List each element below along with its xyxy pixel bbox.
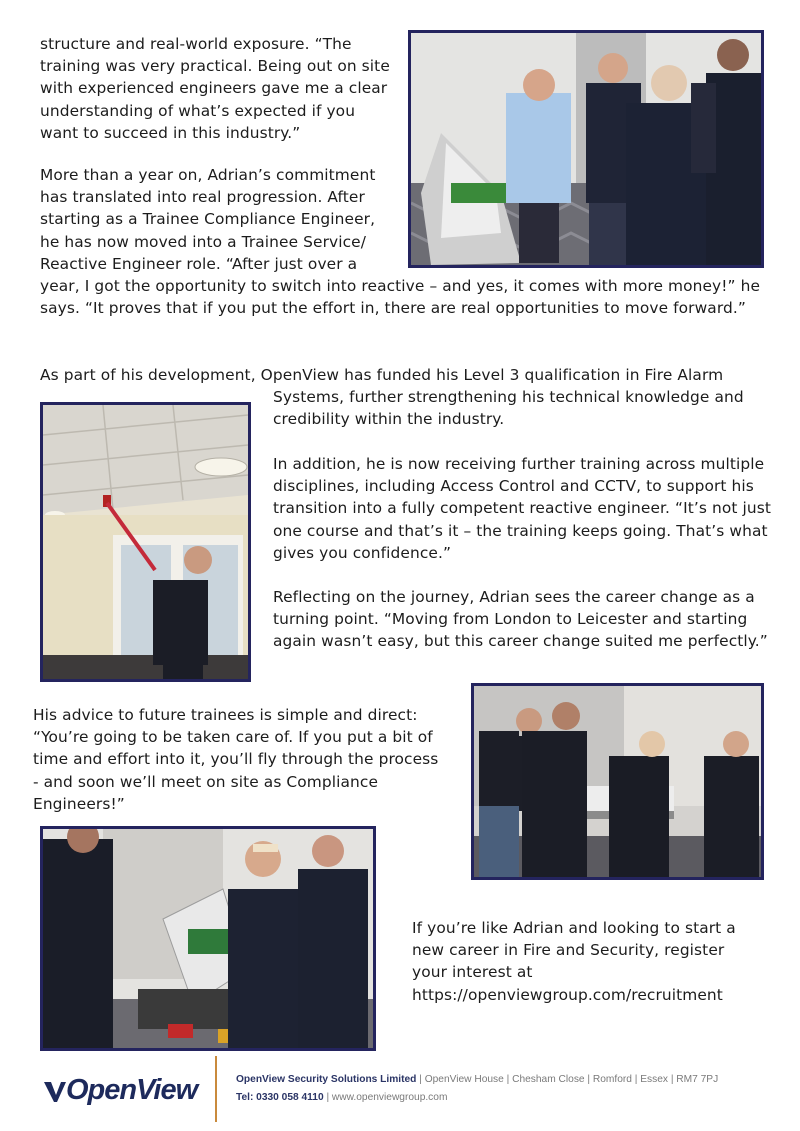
paragraph-text: In addition, he is now receiving further training across multiple disciplines, including Access Control and CCTV, to support his transition into a fully competent reactive engineer. “It’s not just one course and that’s it – the training keeps going. That’s what gives you confidence.”	[273, 455, 771, 562]
paragraph-text: More than a year on, Adrian’s commitment has translated into real progression. After starting as a Trainee Compliance Engineer, he has now moved into a Trainee Service/ Reactive Engineer role. “After just over a	[40, 166, 376, 273]
photo-group-at-panel-image	[474, 686, 761, 877]
company-website[interactable]: | www.openviewgroup.com	[323, 1092, 448, 1103]
paragraph-development-a	[40, 364, 780, 386]
footer-divider	[215, 1056, 217, 1122]
company-telephone: Tel: 0330 058 4110	[236, 1092, 324, 1103]
company-address: | OpenView House | Chesham Close | Romford | Essex | RM7 7PJ	[416, 1074, 719, 1085]
paragraph-text: If you’re like Adrian and looking to start a new career in Fire and Security, register your interest at https://openviewgroup.com/recruitment	[412, 919, 736, 1004]
openview-logo-text: OpenView	[66, 1074, 198, 1106]
paragraph-text: Reflecting on the journey, Adrian sees the career change as a turning point. “Moving from London to Leicester and starting again wasn’t easy, but this career change suited me perfectly.”	[273, 588, 768, 651]
photo-detector-testing-image	[43, 405, 248, 679]
paragraph-text: As part of his development, OpenView has funded his Level 3 qualification in Fire Alarm	[40, 366, 724, 384]
openview-v-icon	[44, 1080, 66, 1104]
paragraph-reflection	[273, 586, 783, 653]
company-name: OpenView Security Solutions Limited	[236, 1074, 417, 1085]
openview-logo	[44, 1076, 204, 1110]
paragraph-recruitment-cta	[412, 917, 757, 1006]
paragraph-text: structure and real-world exposure. “The training was very practical. Being out on site with experienced engineers gave me a clear understanding of what’s expected if you want to succeed in this industry.”	[40, 35, 390, 142]
paragraph-development-b	[273, 386, 773, 430]
paragraph-further-training	[273, 453, 778, 564]
photo-trainees-wiring-image	[43, 829, 373, 1048]
footer-contact-line	[236, 1092, 447, 1103]
paragraph-progression-b	[40, 275, 760, 319]
photo-trainer-with-group-image	[411, 33, 761, 265]
photo-detector-testing	[40, 402, 251, 682]
paragraph-text: Systems, further strengthening his technical knowledge and credibility within the industry.	[273, 388, 744, 429]
paragraph-progression-a	[40, 164, 392, 275]
photo-group-at-panel	[471, 683, 764, 880]
photo-trainees-wiring	[40, 826, 376, 1051]
footer	[0, 1050, 800, 1131]
paragraph-text: His advice to future trainees is simple and direct: “You’re going to be taken care of. If you put a bit of time and effort into it, you’ll fly through the process - and soon we’ll meet on site as Compliance Engineers!”	[33, 706, 439, 813]
photo-trainer-with-group	[408, 30, 764, 268]
paragraph-advice	[33, 704, 448, 815]
paragraph-training-quote	[40, 33, 390, 144]
paragraph-text: year, I got the opportunity to switch into reactive – and yes, it comes with more money!” he says. “It proves that if you put the effort in, there are real opportunities to move forward.”	[40, 277, 761, 318]
footer-address-line	[236, 1074, 718, 1085]
